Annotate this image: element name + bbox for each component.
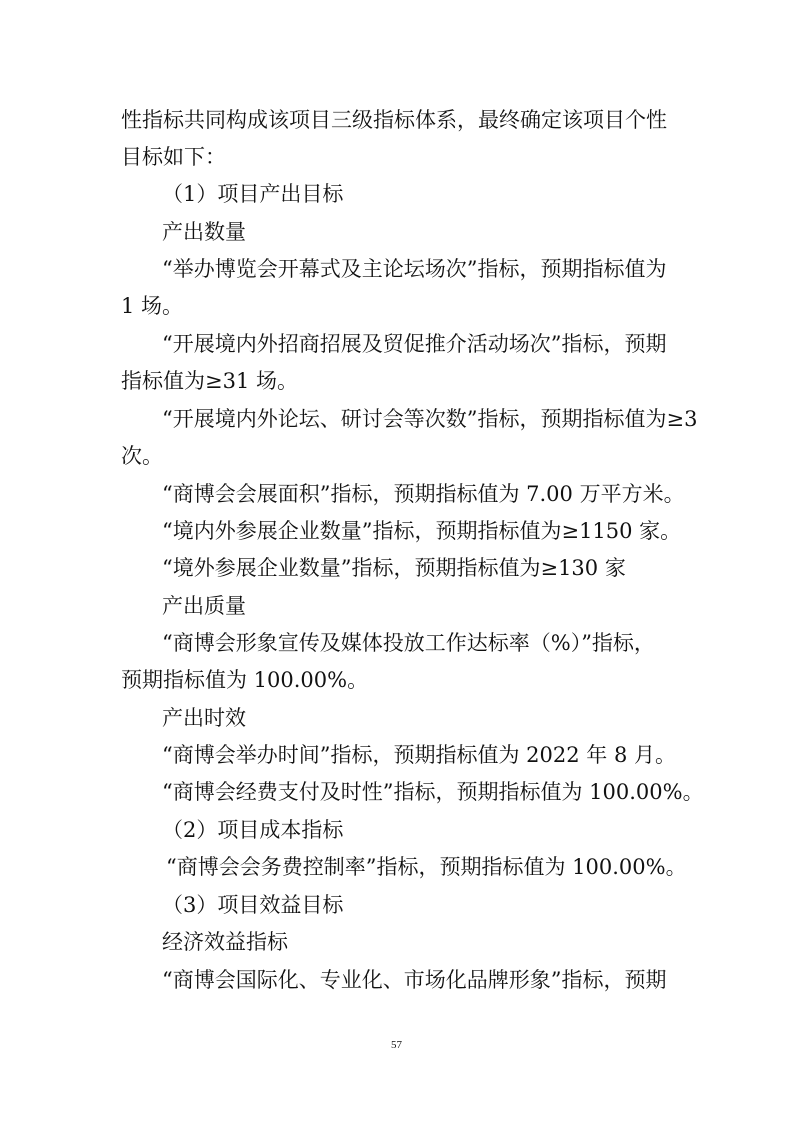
text-line-1: 性指标共同构成该项目三级指标体系，最终确定该项目个性 — [121, 108, 667, 132]
text-line-18: “商博会举办时间”指标，预期指标值为 2022 年 8 月。 — [162, 743, 676, 767]
section-heading-cost-indicators: （2）项目成本指标 — [162, 818, 344, 842]
text-line-19: “商博会经费支付及时性”指标，预期指标值为 100.00%。 — [162, 780, 704, 804]
text-line-5: “举办博览会开幕式及主论坛场次”指标，预期指标值为 — [162, 257, 667, 281]
text-line-6: 1 场。 — [121, 294, 184, 318]
text-line-16: 预期指标值为 100.00%。 — [121, 668, 369, 692]
text-line-15: “商博会形象宣传及媒体投放工作达标率（%）”指标， — [162, 631, 655, 655]
text-line-24: “商博会国际化、专业化、市场化品牌形象”指标，预期 — [162, 968, 667, 992]
subheading-economic-benefit: 经济效益指标 — [162, 930, 288, 954]
text-line-7: “开展境内外招商招展及贸促推介活动场次”指标，预期 — [162, 332, 667, 356]
subheading-output-quality: 产出质量 — [162, 594, 246, 618]
text-line-8: 指标值为≥31 场。 — [121, 369, 298, 393]
text-line-10: 次。 — [121, 444, 163, 468]
page-number: 57 — [391, 1039, 402, 1051]
text-line-21: “商博会会务费控制率”指标，预期指标值为 100.00%。 — [166, 855, 687, 879]
section-heading-output-goals: （1）项目产出目标 — [162, 182, 344, 206]
text-line-9: “开展境内外论坛、研讨会等次数”指标，预期指标值为≥3 — [162, 407, 698, 431]
text-line-13: “境外参展企业数量”指标，预期指标值为≥130 家 — [162, 556, 626, 580]
subheading-output-timeliness: 产出时效 — [162, 706, 246, 730]
subheading-output-quantity: 产出数量 — [162, 220, 246, 244]
text-line-2: 目标如下： — [121, 145, 226, 169]
section-heading-benefit-goals: （3）项目效益目标 — [162, 893, 344, 917]
text-line-12: “境内外参展企业数量”指标，预期指标值为≥1150 家。 — [162, 519, 682, 543]
text-line-11: “商博会会展面积”指标，预期指标值为 7.00 万平方米。 — [162, 482, 685, 506]
